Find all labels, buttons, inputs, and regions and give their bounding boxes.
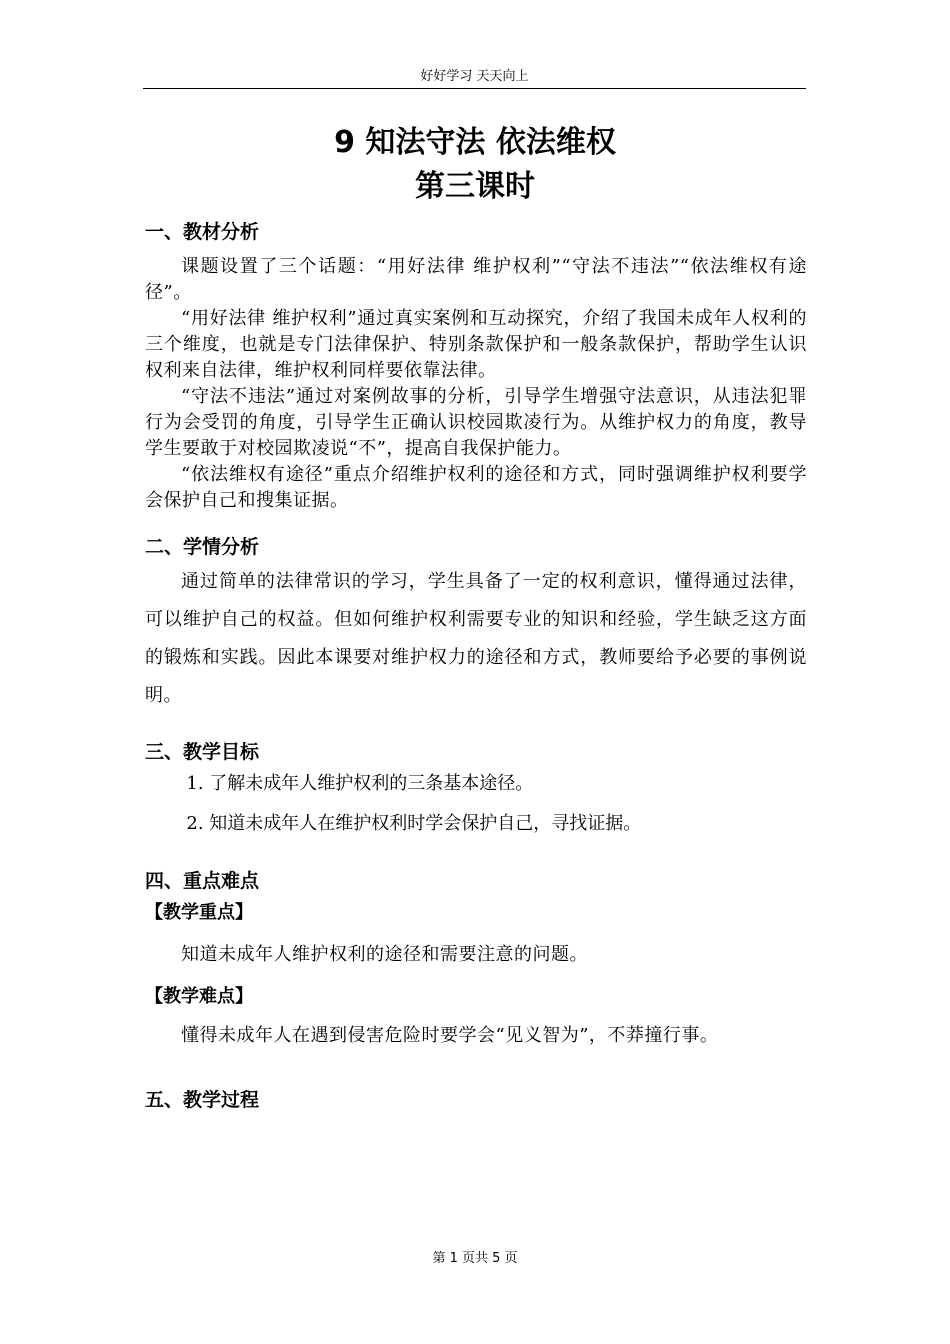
section-heading: 五、教学过程 — [145, 1089, 260, 1111]
section-heading: 四、重点难点 — [145, 870, 260, 892]
paragraph: 课题设置了三个话题：“用好法律 维护权利”“守法不违法”“依法维权有途径”。 — [145, 256, 807, 303]
section-heading: 二、学情分析 — [145, 536, 260, 558]
document-subtitle: 第三课时 — [415, 169, 535, 204]
page-header: 好好学习 天天向上 — [420, 69, 529, 84]
paragraph: “用好法律 维护权利”通过真实案例和互动探究，介绍了我国未成年人权利的三个维度，也就是专门法律保护、特别条款保护和一般条款保护，帮助学生认识权利来自法律，维护权利同样要依靠法律。 — [145, 308, 807, 381]
subheading: 【教学难点】 — [145, 986, 253, 1007]
subheading: 【教学重点】 — [145, 902, 253, 923]
document-body — [145, 215, 807, 1112]
header-divider — [143, 88, 806, 89]
section-heading: 一、教材分析 — [145, 221, 260, 243]
page-footer: 第 1 页共 5 页 — [432, 1251, 518, 1266]
paragraph: 知道未成年人维护权利的途径和需要注意的问题。 — [181, 944, 588, 965]
list-item: 2. 知道未成年人在维护权利时学会保护自己，寻找证据。 — [186, 813, 642, 834]
list-item: 1. 了解未成年人维护权利的三条基本途径。 — [186, 773, 534, 794]
paragraph: 懂得未成年人在遇到侵害危险时要学会“见义智为”，不莽撞行事。 — [181, 1025, 719, 1046]
paragraph: 通过简单的法律常识的学习，学生具备了一定的权利意识，懂得通过法律，可以维护自己的权益。但如何维护权利需要专业的知识和经验，学生缺乏这方面的锻炼和实践。因此本课要对维护权力的途径和方式，教师要给予必要的事例说明。 — [145, 571, 807, 706]
paragraph: “守法不违法”通过对案例故事的分析，引导学生增强守法意识，从违法犯罪行为会受罚的角度，引导学生正确认识校园欺凌行为。从维护权力的角度，教导学生要敢于对校园欺凌说“不”，提高自我保护能力。 — [145, 386, 807, 459]
document-title: 9 知法守法 依法维权 — [334, 125, 616, 160]
paragraph: “依法维权有途径”重点介绍维护权利的途径和方式，同时强调维护权利要学会保护自己和搜集证据。 — [145, 464, 807, 511]
section-heading: 三、教学目标 — [145, 741, 260, 763]
